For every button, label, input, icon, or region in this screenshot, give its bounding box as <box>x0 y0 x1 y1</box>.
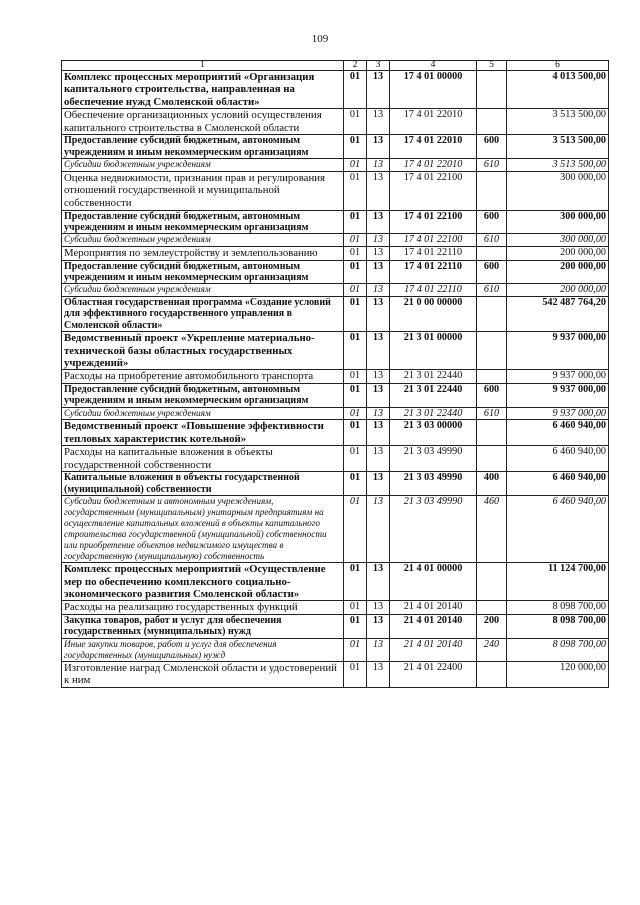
row-name-cell: Субсидии бюджетным учреждениям <box>62 407 344 420</box>
row-rz-cell: 13 <box>367 159 390 172</box>
row-grbs-cell: 01 <box>344 563 367 601</box>
row-csr-cell: 17 4 01 22100 <box>390 171 477 210</box>
row-name-cell: Мероприятия по землеустройству и землепользованию <box>62 247 344 261</box>
row-rz-cell: 13 <box>367 446 390 472</box>
row-sum-cell: 9 937 000,00 <box>507 370 609 384</box>
table-row <box>62 332 609 370</box>
row-sum-cell: 200 000,00 <box>507 260 609 284</box>
row-name-cell: Ведомственный проект «Укрепление материально-технической базы областных государственных учреждений» <box>62 332 344 370</box>
row-rz-cell: 13 <box>367 109 390 135</box>
row-vr-cell <box>477 446 507 472</box>
row-vr-cell: 400 <box>477 472 507 496</box>
row-csr-cell: 21 3 01 22440 <box>390 384 477 408</box>
row-grbs-cell: 01 <box>344 284 367 297</box>
table-row <box>62 661 609 687</box>
row-grbs-cell: 01 <box>344 135 367 159</box>
row-rz-cell: 13 <box>367 284 390 297</box>
row-vr-cell <box>477 563 507 601</box>
row-vr-cell <box>477 601 507 615</box>
row-vr-cell: 610 <box>477 407 507 420</box>
row-sum-cell: 6 460 940,00 <box>507 496 609 563</box>
row-csr-cell: 21 3 01 22440 <box>390 370 477 384</box>
table-row <box>62 638 609 661</box>
table-row <box>62 159 609 172</box>
row-rz-cell: 13 <box>367 407 390 420</box>
row-rz-cell: 13 <box>367 171 390 210</box>
row-vr-cell <box>477 661 507 687</box>
row-vr-cell: 610 <box>477 234 507 247</box>
row-vr-cell <box>477 332 507 370</box>
row-vr-cell: 460 <box>477 496 507 563</box>
row-name-cell: Субсидии бюджетным учреждениям <box>62 284 344 297</box>
row-vr-cell: 600 <box>477 135 507 159</box>
row-csr-cell: 17 4 01 22110 <box>390 247 477 261</box>
header-cell-csr: 4 <box>390 61 477 71</box>
table-row <box>62 234 609 247</box>
table-row <box>62 135 609 159</box>
row-vr-cell <box>477 109 507 135</box>
row-sum-cell: 120 000,00 <box>507 661 609 687</box>
row-grbs-cell: 01 <box>344 472 367 496</box>
row-grbs-cell: 01 <box>344 420 367 446</box>
row-vr-cell: 600 <box>477 384 507 408</box>
row-grbs-cell: 01 <box>344 384 367 408</box>
row-rz-cell: 13 <box>367 563 390 601</box>
row-grbs-cell: 01 <box>344 615 367 639</box>
row-sum-cell: 300 000,00 <box>507 171 609 210</box>
row-csr-cell: 21 4 01 20140 <box>390 615 477 639</box>
row-vr-cell: 600 <box>477 210 507 234</box>
row-csr-cell: 21 3 03 49990 <box>390 496 477 563</box>
row-rz-cell: 13 <box>367 247 390 261</box>
row-grbs-cell: 01 <box>344 210 367 234</box>
row-csr-cell: 17 4 01 22110 <box>390 260 477 284</box>
row-csr-cell: 21 4 01 00000 <box>390 563 477 601</box>
table-row <box>62 384 609 408</box>
row-sum-cell: 6 460 940,00 <box>507 446 609 472</box>
row-csr-cell: 21 4 01 22400 <box>390 661 477 687</box>
page-number: 109 <box>311 33 329 45</box>
table-row <box>62 472 609 496</box>
row-name-cell: Предоставление субсидий бюджетным, автономным учреждениям и иным некоммерческим организациям <box>62 384 344 408</box>
row-sum-cell: 8 098 700,00 <box>507 601 609 615</box>
table-row <box>62 247 609 261</box>
row-csr-cell: 17 4 01 22110 <box>390 284 477 297</box>
row-sum-cell: 200 000,00 <box>507 247 609 261</box>
row-rz-cell: 13 <box>367 210 390 234</box>
row-sum-cell: 8 098 700,00 <box>507 638 609 661</box>
row-grbs-cell: 01 <box>344 332 367 370</box>
row-grbs-cell: 01 <box>344 601 367 615</box>
row-grbs-cell: 01 <box>344 370 367 384</box>
row-grbs-cell: 01 <box>344 159 367 172</box>
table-row <box>62 420 609 446</box>
row-sum-cell: 8 098 700,00 <box>507 615 609 639</box>
table-row <box>62 260 609 284</box>
row-grbs-cell: 01 <box>344 661 367 687</box>
row-vr-cell <box>477 247 507 261</box>
table-row <box>62 407 609 420</box>
row-grbs-cell: 01 <box>344 260 367 284</box>
row-csr-cell: 21 3 03 00000 <box>390 420 477 446</box>
row-sum-cell: 9 937 000,00 <box>507 384 609 408</box>
row-sum-cell: 6 460 940,00 <box>507 420 609 446</box>
table-row <box>62 563 609 601</box>
row-name-cell: Ведомственный проект «Повышение эффективности тепловых характеристик котельной» <box>62 420 344 446</box>
row-vr-cell: 610 <box>477 284 507 297</box>
row-rz-cell: 13 <box>367 297 390 332</box>
row-grbs-cell: 01 <box>344 234 367 247</box>
row-vr-cell <box>477 370 507 384</box>
header-cell-sum: 6 <box>507 61 609 71</box>
header-cell-vr: 5 <box>477 61 507 71</box>
row-csr-cell: 17 4 01 00000 <box>390 71 477 109</box>
row-name-cell: Комплекс процессных мероприятий «Организация капитального строительства, направленная на обеспечение нужд Смоленской области» <box>62 71 344 109</box>
table-row <box>62 615 609 639</box>
row-vr-cell <box>477 171 507 210</box>
row-name-cell: Оценка недвижимости, признания прав и регулирования отношений государственной и муниципальной собственности <box>62 171 344 210</box>
row-name-cell: Предоставление субсидий бюджетным, автономным учреждениям и иным некоммерческим организациям <box>62 135 344 159</box>
row-rz-cell: 13 <box>367 601 390 615</box>
row-rz-cell: 13 <box>367 496 390 563</box>
row-sum-cell: 3 513 500,00 <box>507 159 609 172</box>
row-csr-cell: 17 4 01 22010 <box>390 159 477 172</box>
row-csr-cell: 21 3 01 22440 <box>390 407 477 420</box>
row-csr-cell: 21 3 03 49990 <box>390 472 477 496</box>
row-sum-cell: 9 937 000,00 <box>507 332 609 370</box>
row-name-cell: Изготовление наград Смоленской области и удостоверений к ним <box>62 661 344 687</box>
row-sum-cell: 11 124 700,00 <box>507 563 609 601</box>
header-cell-grbs: 2 <box>344 61 367 71</box>
row-vr-cell <box>477 71 507 109</box>
budget-table <box>61 60 609 688</box>
row-vr-cell: 600 <box>477 260 507 284</box>
row-sum-cell: 542 487 764,20 <box>507 297 609 332</box>
row-name-cell: Иные закупки товаров, работ и услуг для обеспечения государственных (муниципальных) нужд <box>62 638 344 661</box>
row-rz-cell: 13 <box>367 384 390 408</box>
row-grbs-cell: 01 <box>344 109 367 135</box>
row-grbs-cell: 01 <box>344 407 367 420</box>
row-rz-cell: 13 <box>367 135 390 159</box>
table-row <box>62 446 609 472</box>
row-rz-cell: 13 <box>367 260 390 284</box>
row-sum-cell: 300 000,00 <box>507 210 609 234</box>
row-csr-cell: 17 4 01 22100 <box>390 234 477 247</box>
row-grbs-cell: 01 <box>344 297 367 332</box>
row-vr-cell: 200 <box>477 615 507 639</box>
row-name-cell: Областная государственная программа «Создание условий для эффективного государственного управления в Смоленской области» <box>62 297 344 332</box>
row-vr-cell <box>477 420 507 446</box>
header-cell-name: 1 <box>62 61 344 71</box>
row-sum-cell: 9 937 000,00 <box>507 407 609 420</box>
row-name-cell: Закупка товаров, работ и услуг для обеспечения государственных (муниципальных) нужд <box>62 615 344 639</box>
row-name-cell: Расходы на приобретение автомобильного транспорта <box>62 370 344 384</box>
row-csr-cell: 17 4 01 22100 <box>390 210 477 234</box>
row-rz-cell: 13 <box>367 661 390 687</box>
table-body <box>62 71 609 688</box>
row-name-cell: Предоставление субсидий бюджетным, автономным учреждениям и иным некоммерческим организациям <box>62 210 344 234</box>
row-rz-cell: 13 <box>367 234 390 247</box>
row-name-cell: Капитальные вложения в объекты государственной (муниципальной) собственности <box>62 472 344 496</box>
header-cell-rz: 3 <box>367 61 390 71</box>
table-row <box>62 71 609 109</box>
row-sum-cell: 3 513 500,00 <box>507 109 609 135</box>
row-vr-cell: 610 <box>477 159 507 172</box>
table-row <box>62 109 609 135</box>
row-rz-cell: 13 <box>367 615 390 639</box>
row-name-cell: Субсидии бюджетным и автономным учреждениям, государственным (муниципальным) унитарным предприятиям на осуществление капитальных вложений в объекты капитального строительства государственной (муниципальной) собственности или приобретение объектов недвижимого имущества в государственную (муниципальную) собственность <box>62 496 344 563</box>
row-name-cell: Расходы на реализацию государственных функций <box>62 601 344 615</box>
row-csr-cell: 21 3 03 49990 <box>390 446 477 472</box>
row-grbs-cell: 01 <box>344 496 367 563</box>
row-csr-cell: 21 3 01 00000 <box>390 332 477 370</box>
header-row <box>62 61 609 71</box>
row-rz-cell: 13 <box>367 638 390 661</box>
row-grbs-cell: 01 <box>344 71 367 109</box>
row-vr-cell <box>477 297 507 332</box>
row-rz-cell: 13 <box>367 71 390 109</box>
table-row <box>62 284 609 297</box>
table-row <box>62 601 609 615</box>
table-row <box>62 496 609 563</box>
row-grbs-cell: 01 <box>344 638 367 661</box>
row-csr-cell: 17 4 01 22010 <box>390 109 477 135</box>
row-csr-cell: 21 4 01 20140 <box>390 638 477 661</box>
row-rz-cell: 13 <box>367 370 390 384</box>
row-rz-cell: 13 <box>367 472 390 496</box>
row-sum-cell: 300 000,00 <box>507 234 609 247</box>
row-sum-cell: 3 513 500,00 <box>507 135 609 159</box>
row-grbs-cell: 01 <box>344 446 367 472</box>
table-row <box>62 297 609 332</box>
row-name-cell: Комплекс процессных мероприятий «Осуществление мер по обеспечению комплексного социально-экономического развития Смоленской области» <box>62 563 344 601</box>
row-sum-cell: 200 000,00 <box>507 284 609 297</box>
row-grbs-cell: 01 <box>344 247 367 261</box>
row-csr-cell: 21 4 01 20140 <box>390 601 477 615</box>
table-row <box>62 210 609 234</box>
row-csr-cell: 17 4 01 22010 <box>390 135 477 159</box>
row-vr-cell: 240 <box>477 638 507 661</box>
row-sum-cell: 6 460 940,00 <box>507 472 609 496</box>
row-name-cell: Субсидии бюджетным учреждениям <box>62 159 344 172</box>
row-name-cell: Предоставление субсидий бюджетным, автономным учреждениям и иным некоммерческим организациям <box>62 260 344 284</box>
row-grbs-cell: 01 <box>344 171 367 210</box>
row-name-cell: Расходы на капитальные вложения в объекты государственной собственности <box>62 446 344 472</box>
row-sum-cell: 4 013 500,00 <box>507 71 609 109</box>
table-row <box>62 171 609 210</box>
row-name-cell: Обеспечение организационных условий осуществления капитального строительства в Смоленской области <box>62 109 344 135</box>
row-rz-cell: 13 <box>367 332 390 370</box>
row-rz-cell: 13 <box>367 420 390 446</box>
row-name-cell: Субсидии бюджетным учреждениям <box>62 234 344 247</box>
table-row <box>62 370 609 384</box>
row-csr-cell: 21 0 00 00000 <box>390 297 477 332</box>
